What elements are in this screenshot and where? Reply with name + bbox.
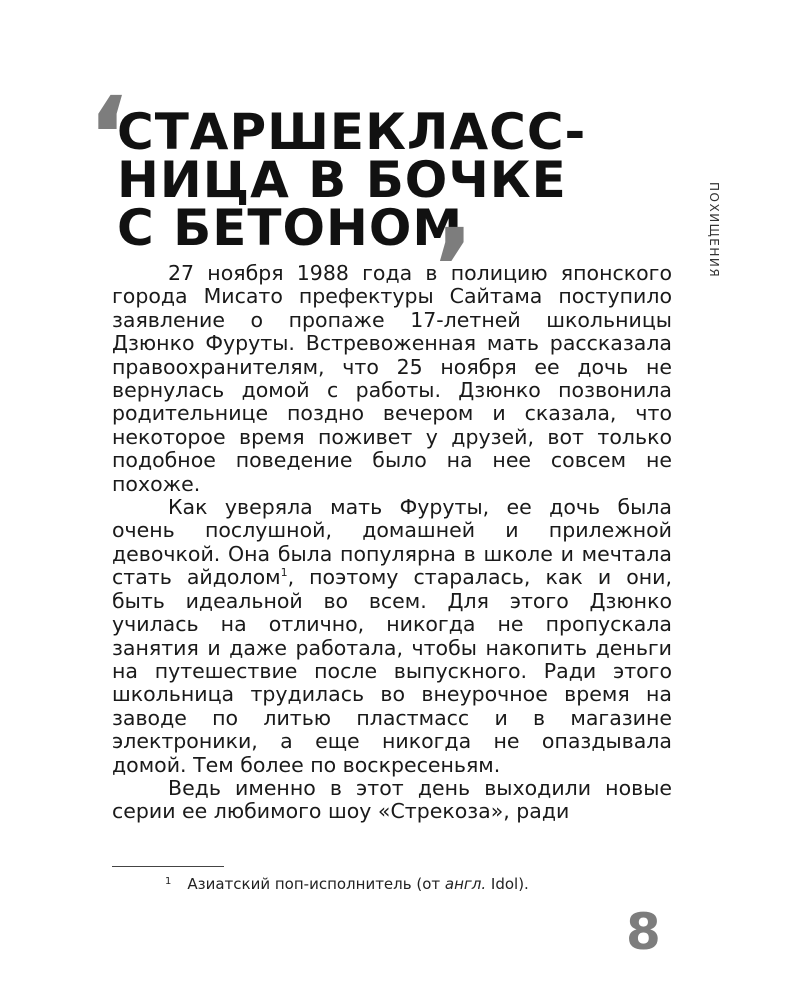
footnote-reference[interactable]: 1 — [280, 566, 288, 580]
footnote-divider — [112, 866, 224, 867]
paragraph-2-text-a: Как уверяла мать Фуруты, ее дочь была очень послушной, домашней и прилежной девочкой. Она была популярна в школе и мечтала стать айдолом — [112, 495, 672, 590]
closing-quote-mark: ’ — [433, 205, 475, 333]
opening-quote-mark: ‘ — [87, 73, 129, 201]
title-line-1: СТАРШЕКЛАСС- — [117, 103, 587, 161]
footnote-italic: англ. — [444, 875, 487, 893]
section-side-label: ПОХИЩЕНИЯ — [707, 182, 721, 279]
paragraph-2 — [112, 496, 672, 777]
footnote-text-a: Азиатский поп-исполнитель (от — [187, 875, 445, 893]
body-text — [112, 262, 672, 824]
footnote — [165, 872, 529, 894]
paragraph-3: Ведь именно в этот день выходили новые серии ее любимого шоу «Стрекоза», ради — [112, 775, 672, 824]
footnote-text-b: Idol). — [486, 875, 529, 893]
paragraph-1: 27 ноября 1988 года в полицию японского города Мисато префектуры Сайтама поступило заявление о пропаже 17-летней школьницы Дзюнко Фуруты. Встревоженная мать рассказала правоохранителям, что 25 ноября ее дочь не вернулась домой с работы. Дзюнко позвонила родительнице поздно вечером и сказала, что некоторое время поживет у друзей, вот только подобное поведение было на нее совсем не похоже. — [112, 261, 672, 496]
paragraph-2-text-b: , поэтому старалась, как и они, быть идеальной во всем. Для этого Дзюнко училась на отлично, никогда не пропускала занятия и даже работала, чтобы накопить деньги на путешествие после выпускного. Ради этого школьница трудилась во внеурочное время на заводе по литью пластмасс и в магазине электроники, а еще никогда не опаздывала домой. Тем более по воскресеньям. — [112, 565, 672, 777]
title-line-3: С БЕТОНОМ — [117, 199, 464, 257]
title-line-2: НИЦА В БОЧКЕ — [117, 151, 567, 209]
page-number: 8 — [626, 903, 661, 961]
chapter-title — [87, 73, 613, 333]
footnote-marker: 1 — [165, 876, 172, 887]
